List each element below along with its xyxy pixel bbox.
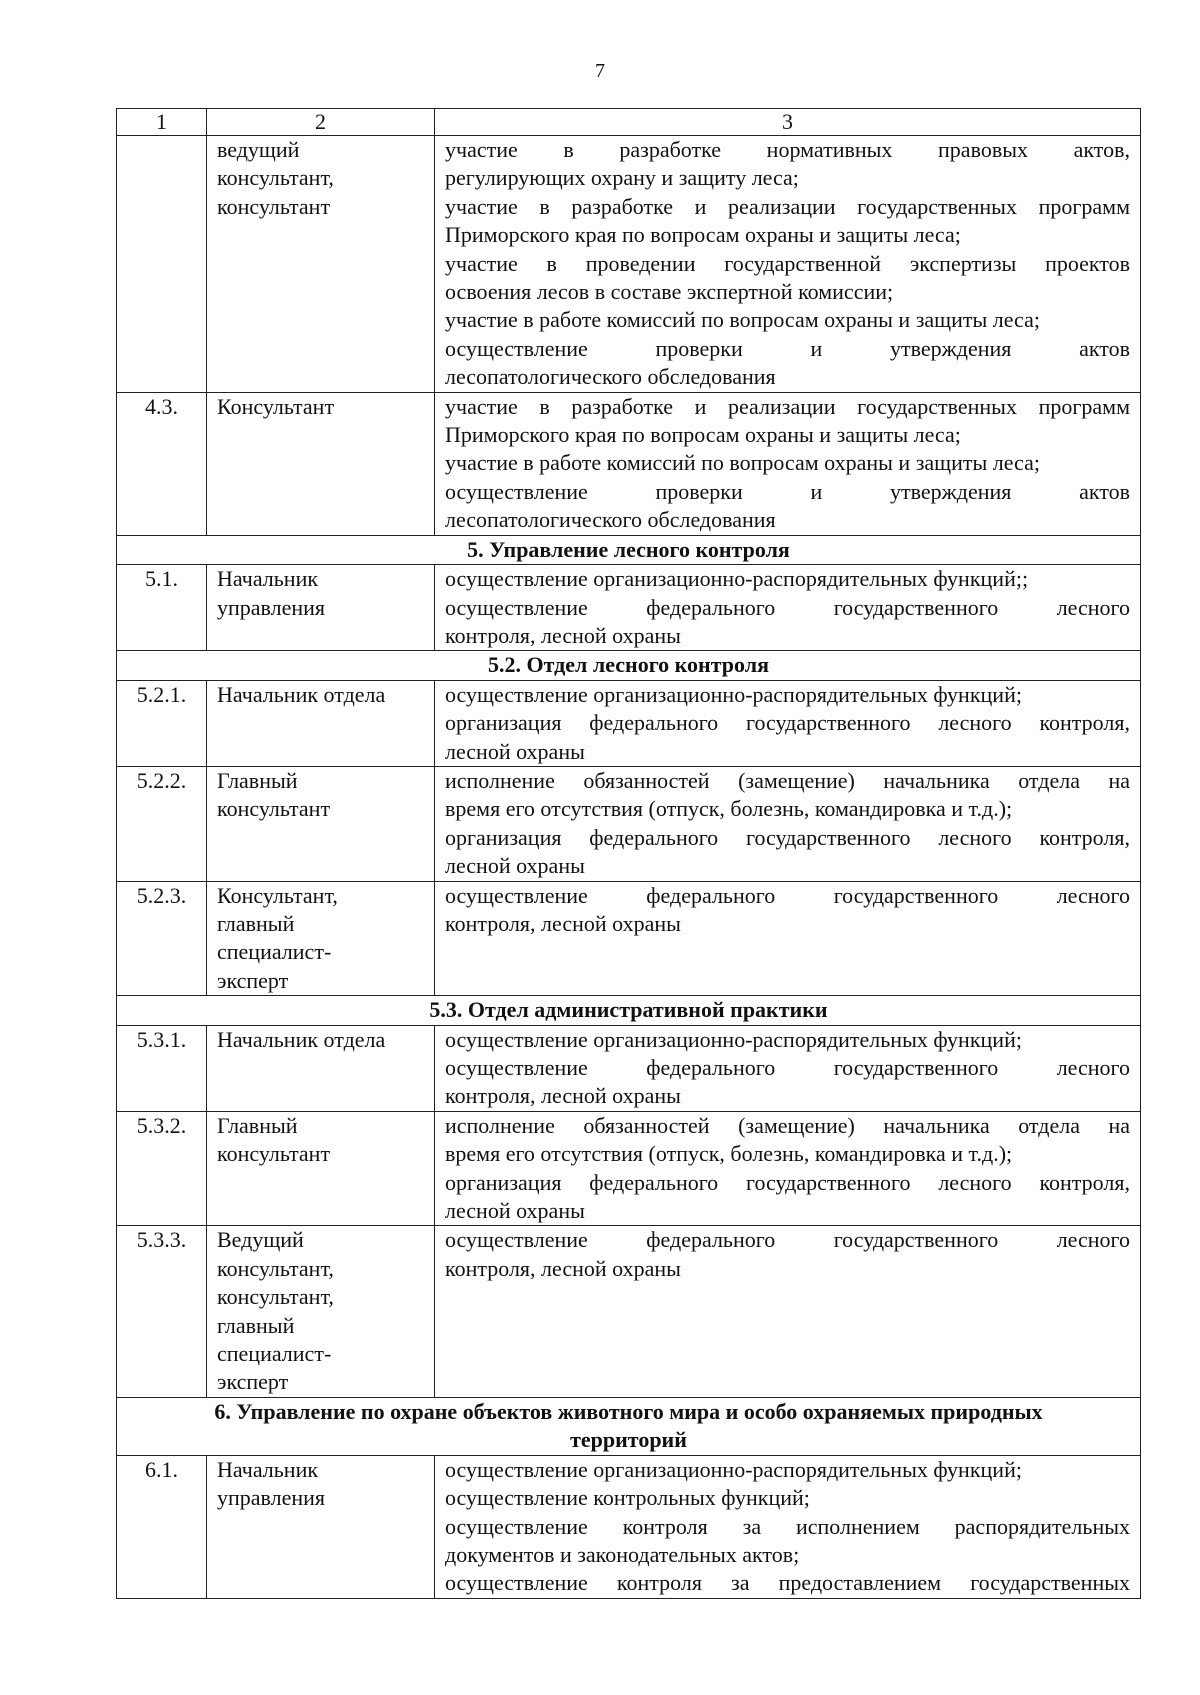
duty-line: контроля, лесной охраны: [445, 622, 681, 648]
duty-line: лесопатологического обследования: [445, 507, 776, 533]
position-line: консультант: [217, 193, 331, 219]
table-row: [117, 766, 1141, 881]
section-header-row: [117, 996, 1141, 1025]
position-line: специалист-: [217, 1341, 332, 1367]
duty-line: исполнение обязанностей (замещение) начальника отдела на: [445, 767, 1130, 793]
duty-line: Приморского края по вопросам охраны и защиты леса;: [445, 222, 961, 248]
position-line: Начальник отдела: [217, 1026, 386, 1052]
duty-line: регулирующих охрану и защиту леса;: [445, 165, 799, 191]
position-line: Начальник отдела: [217, 681, 386, 707]
page-number: 7: [595, 60, 605, 82]
table-row: [117, 1111, 1141, 1226]
duty-line: документов и законодательных актов;: [445, 1541, 800, 1567]
duty-line: осуществление федерального государственного лесного: [445, 882, 1130, 908]
row-number: 4.3.: [117, 392, 207, 535]
duty-line: участие в работе комиссий по вопросам охраны и защиты леса;: [445, 307, 1040, 333]
duty-line: осуществление федерального государственного лесного: [445, 1227, 1130, 1253]
duty-line: осуществление организационно-распорядительных функций;: [445, 1456, 1022, 1482]
position-line: эксперт: [217, 1369, 289, 1395]
position-line: консультант: [217, 796, 331, 822]
section-header-row: [117, 1397, 1141, 1455]
duties-cell: [435, 680, 1141, 766]
duties-cell: [435, 565, 1141, 651]
header-col-1: 1: [117, 109, 207, 136]
row-number: 6.1.: [117, 1455, 207, 1598]
duties-cell: [435, 1025, 1141, 1111]
duty-line: контроля, лесной охраны: [445, 1083, 681, 1109]
position-line: главный: [217, 910, 295, 936]
position-line: специалист-: [217, 939, 332, 965]
section-title: [117, 996, 1141, 1025]
duty-line: участие в проведении государственной экспертизы проектов: [445, 250, 1130, 276]
position-line: ведущий: [217, 137, 300, 162]
position-line: управления: [217, 1485, 326, 1511]
table-header-row: [117, 109, 1141, 136]
position-line: управления: [217, 594, 326, 620]
row-number: 5.3.3.: [117, 1226, 207, 1397]
position-cell: [207, 766, 435, 881]
duty-line: освоения лесов в составе экспертной комиссии;: [445, 279, 894, 305]
position-line: Начальник: [217, 566, 319, 592]
position-line: Главный: [217, 767, 298, 793]
duty-line: осуществление контрольных функций;: [445, 1485, 810, 1511]
duty-line: организация федерального государственного лесного контроля,: [445, 710, 1130, 736]
position-cell: [207, 1226, 435, 1397]
position-cell: [207, 881, 435, 996]
section-header-row: [117, 535, 1141, 564]
duties-cell: [435, 881, 1141, 996]
row-number: 5.3.1.: [117, 1025, 207, 1111]
position-cell: [207, 136, 435, 393]
position-line: консультант,: [217, 1284, 334, 1310]
position-line: Консультант,: [217, 882, 338, 908]
duty-line: контроля, лесной охраны: [445, 910, 681, 936]
header-col-3: 3: [435, 109, 1141, 136]
position-line: консультант,: [217, 1255, 334, 1281]
position-line: эксперт: [217, 967, 289, 993]
section-title-line: 6. Управление по охране объектов животного мира и особо охраняемых природных: [214, 1398, 1043, 1424]
table-row: [117, 680, 1141, 766]
duties-cell: [435, 392, 1141, 535]
position-line: Главный: [217, 1112, 298, 1138]
section-header-row: [117, 651, 1141, 680]
duties-cell: [435, 1111, 1141, 1226]
table-row: [117, 881, 1141, 996]
duty-line: участие в работе комиссий по вопросам охраны и защиты леса;: [445, 450, 1040, 476]
duty-line: участие в разработке нормативных правовых актов,: [445, 137, 1130, 162]
duty-line: осуществление организационно-распорядительных функций;: [445, 681, 1022, 707]
duties-cell: [435, 1226, 1141, 1397]
duty-line: осуществление контроля за предоставлением государственных: [445, 1570, 1130, 1596]
position-cell: [207, 680, 435, 766]
duty-line: участие в разработке и реализации государственных программ: [445, 393, 1130, 419]
row-number: 5.2.1.: [117, 680, 207, 766]
duties-cell: [435, 1455, 1141, 1598]
table-row: [117, 136, 1141, 393]
section-title: [117, 651, 1141, 680]
row-number: [117, 136, 207, 393]
position-line: Начальник: [217, 1456, 319, 1482]
position-line: главный: [217, 1312, 295, 1338]
table-row: [117, 1455, 1141, 1598]
duty-line: организация федерального государственного лесного контроля,: [445, 1169, 1130, 1195]
table-row: [117, 1025, 1141, 1111]
duties-cell: [435, 136, 1141, 393]
section-title-line: 5.2. Отдел лесного контроля: [488, 652, 769, 678]
duty-line: осуществление федерального государственного лесного: [445, 594, 1130, 620]
duty-line: лесной охраны: [445, 1198, 585, 1224]
duty-line: лесной охраны: [445, 738, 585, 764]
row-number: 5.1.: [117, 565, 207, 651]
position-line: Ведущий: [217, 1227, 304, 1253]
duty-line: время его отсутствия (отпуск, болезнь, командировка и т.д.);: [445, 796, 1013, 822]
position-cell: [207, 565, 435, 651]
section-title: [117, 1397, 1141, 1455]
table-row: [117, 1226, 1141, 1397]
duty-line: осуществление организационно-распорядительных функций;: [445, 1026, 1022, 1052]
duty-line: организация федерального государственного лесного контроля,: [445, 824, 1130, 850]
duty-line: осуществление организационно-распорядительных функций;;: [445, 566, 1029, 592]
duty-line: осуществление федерального государственного лесного: [445, 1055, 1130, 1080]
duty-line: лесной охраны: [445, 853, 585, 879]
duty-line: исполнение обязанностей (замещение) начальника отдела на: [445, 1112, 1130, 1138]
row-number: 5.2.3.: [117, 881, 207, 996]
position-line: консультант: [217, 1141, 331, 1167]
table-row: [117, 392, 1141, 535]
row-number: 5.2.2.: [117, 766, 207, 881]
table-body: [117, 109, 1141, 1599]
duty-line: осуществление проверки и утверждения актов: [445, 335, 1130, 361]
position-cell: [207, 1455, 435, 1598]
table-row: [117, 565, 1141, 651]
position-line: консультант,: [217, 165, 334, 191]
duty-line: лесопатологического обследования: [445, 364, 776, 390]
duties-table: [116, 108, 1141, 1599]
section-title-line: территорий: [570, 1427, 687, 1453]
duty-line: осуществление проверки и утверждения актов: [445, 478, 1130, 504]
row-number: 5.3.2.: [117, 1111, 207, 1226]
duty-line: участие в разработке и реализации государственных программ: [445, 193, 1130, 219]
position-cell: [207, 392, 435, 535]
duty-line: осуществление контроля за исполнением распорядительных: [445, 1513, 1130, 1539]
section-title-line: 5. Управление лесного контроля: [467, 536, 790, 562]
header-col-2: 2: [207, 109, 435, 136]
position-cell: [207, 1111, 435, 1226]
duty-line: время его отсутствия (отпуск, болезнь, командировка и т.д.);: [445, 1141, 1013, 1167]
section-title-line: 5.3. Отдел административной практики: [429, 997, 828, 1023]
duty-line: Приморского края по вопросам охраны и защиты леса;: [445, 422, 961, 448]
duty-line: контроля, лесной охраны: [445, 1255, 681, 1281]
duties-cell: [435, 766, 1141, 881]
position-line: Консультант: [217, 393, 335, 419]
position-cell: [207, 1025, 435, 1111]
section-title: [117, 535, 1141, 564]
